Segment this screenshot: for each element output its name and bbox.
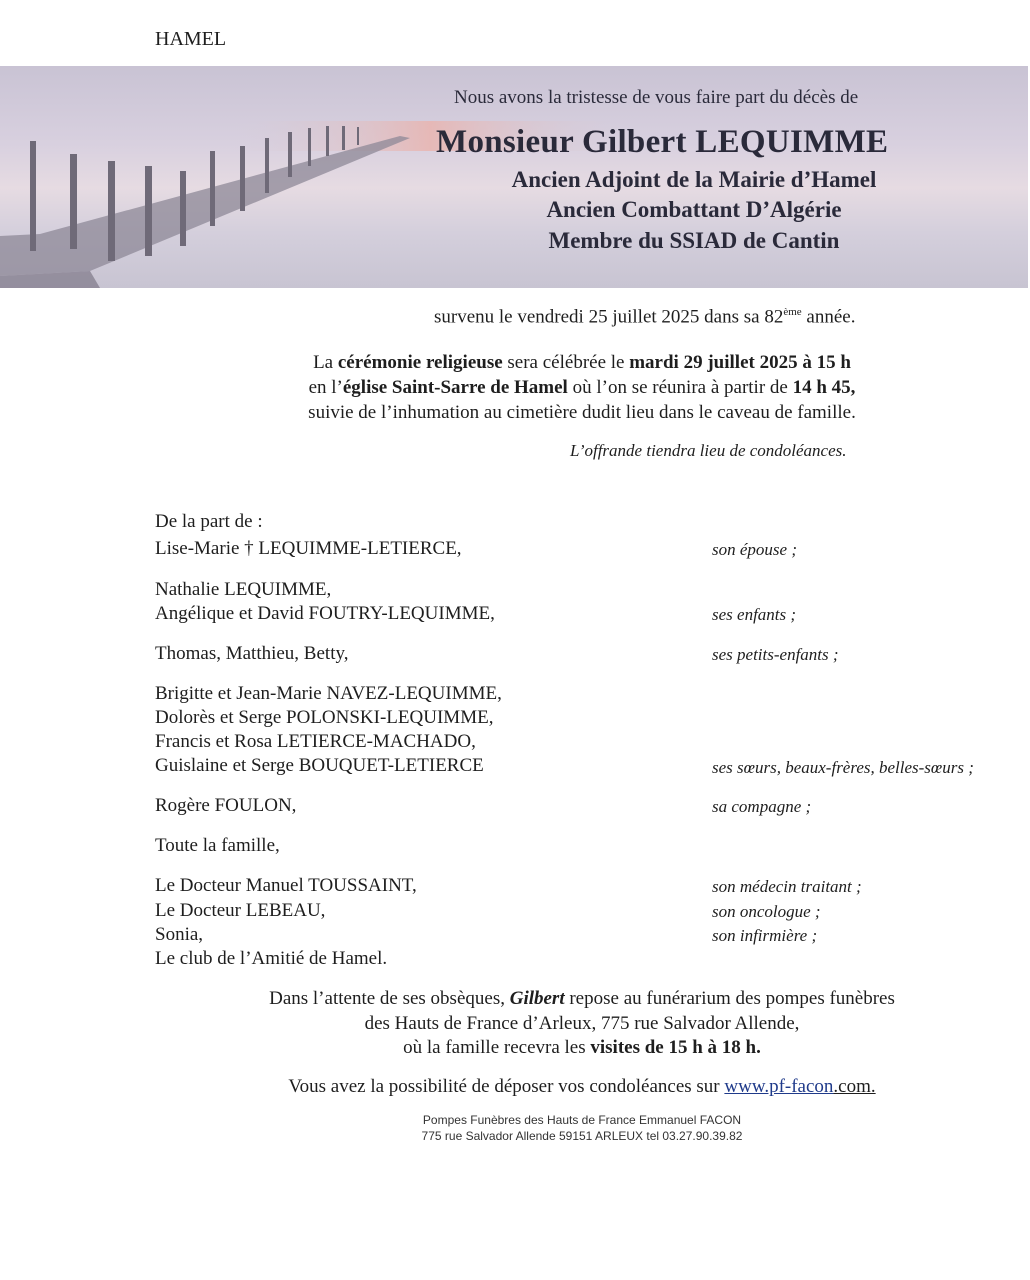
family-name: Francis et Rosa LETIERCE-MACHADO, [155,731,476,752]
ceremony-type: cérémonie religieuse [337,352,503,373]
family-intro: De la part de : [155,511,263,532]
survenu-suffix: année. [801,306,856,328]
visiting-hours: visites de 15 h à 18 h. [590,1037,761,1058]
ceremony-line-1 [150,352,1014,374]
website-link[interactable]: www.pf-facon [724,1076,834,1097]
ceremony-text: où l’on se réunira à partir de [567,377,793,398]
family-name: Sonia, [155,924,204,945]
family-name: Angélique et David FOUTRY-LEQUIMME, [155,603,495,624]
family-name: Nathalie LEQUIMME, [155,579,332,600]
ceremony-text: en l’ [308,377,343,398]
first-name: Gilbert [509,988,565,1009]
ceremony-text: La [313,352,338,373]
ceremony-date: mardi 29 juillet 2025 à 15 h [629,352,851,373]
announcement-intro: Nous avons la tristesse de vous faire part du décès de [454,87,859,108]
ordinal-suffix: ème [783,306,802,318]
town-heading: HAMEL [155,28,227,50]
family-relation: sa compagne ; [712,797,812,816]
family-relation: son épouse ; [712,540,797,559]
family-relation: son infirmière ; [712,926,818,945]
family-name: Le club de l’Amitié de Hamel. [155,948,388,969]
date-of-death-line [434,306,855,328]
funerarium-text: repose au funérarium des pompes funèbres [564,988,895,1009]
funerarium-text: où la famille recevra les [403,1037,591,1058]
ceremony-church: église Saint-Sarre de Hamel [342,377,568,398]
family-name: Le Docteur LEBEAU, [155,900,326,921]
footer-address: 775 rue Salvador Allende 59151 ARLEUX tel 03.27.90.39.82 [421,1129,743,1143]
family-relation: ses sœurs, beaux-frères, belles-sœurs ; [712,758,974,777]
footer-company: Pompes Funèbres des Hauts de France Emmanuel FACON [422,1113,742,1127]
funerarium-line-3 [150,1037,1014,1059]
funerarium-line-1 [150,988,1014,1010]
funerarium-text: Dans l’attente de ses obsèques, [269,988,510,1009]
family-name: Lise-Marie † LEQUIMME-LETIERCE, [155,538,462,559]
family-relation: son médecin traitant ; [712,877,862,896]
family-name: Brigitte et Jean-Marie NAVEZ-LEQUIMME, [155,683,502,704]
family-name: Rogère FOULON, [155,795,297,816]
title-line-2: Ancien Combattant D’Algérie [546,197,842,222]
ceremony-line-3: suivie de l’inhumation au cimetière dudit lieu dans le caveau de famille. [308,402,856,423]
ceremony-line-2 [150,377,1014,399]
gathering-time: 14 h 45, [792,377,856,398]
family-name: Guislaine et Serge BOUQUET-LETIERCE [155,755,484,776]
deceased-name: Monsieur Gilbert LEQUIMME [436,124,889,160]
family-relation: ses petits-enfants ; [712,645,839,664]
website-suffix: .com. [833,1076,876,1097]
title-line-1: Ancien Adjoint de la Mairie d’Hamel [511,167,877,192]
title-line-3: Membre du SSIAD de Cantin [548,228,840,253]
survenu-text: survenu le vendredi 25 juillet 2025 dans sa 82 [434,306,784,328]
ceremony-text: sera célébrée le [502,352,630,373]
family-name: Le Docteur Manuel TOUSSAINT, [155,875,417,896]
offrande-note: L’offrande tiendra lieu de condoléances. [570,441,847,460]
family-name: Dolorès et Serge POLONSKI-LEQUIMME, [155,707,494,728]
condolences-text: Vous avez la possibilité de déposer vos condoléances sur [288,1076,725,1097]
funerarium-line-2: des Hauts de France d’Arleux, 775 rue Salvador Allende, [364,1013,800,1034]
family-relation: ses enfants ; [712,605,797,624]
condolences-line [150,1076,1014,1098]
family-relation: son oncologue ; [712,902,821,921]
family-name: Thomas, Matthieu, Betty, [155,643,349,664]
family-name: Toute la famille, [155,835,280,856]
